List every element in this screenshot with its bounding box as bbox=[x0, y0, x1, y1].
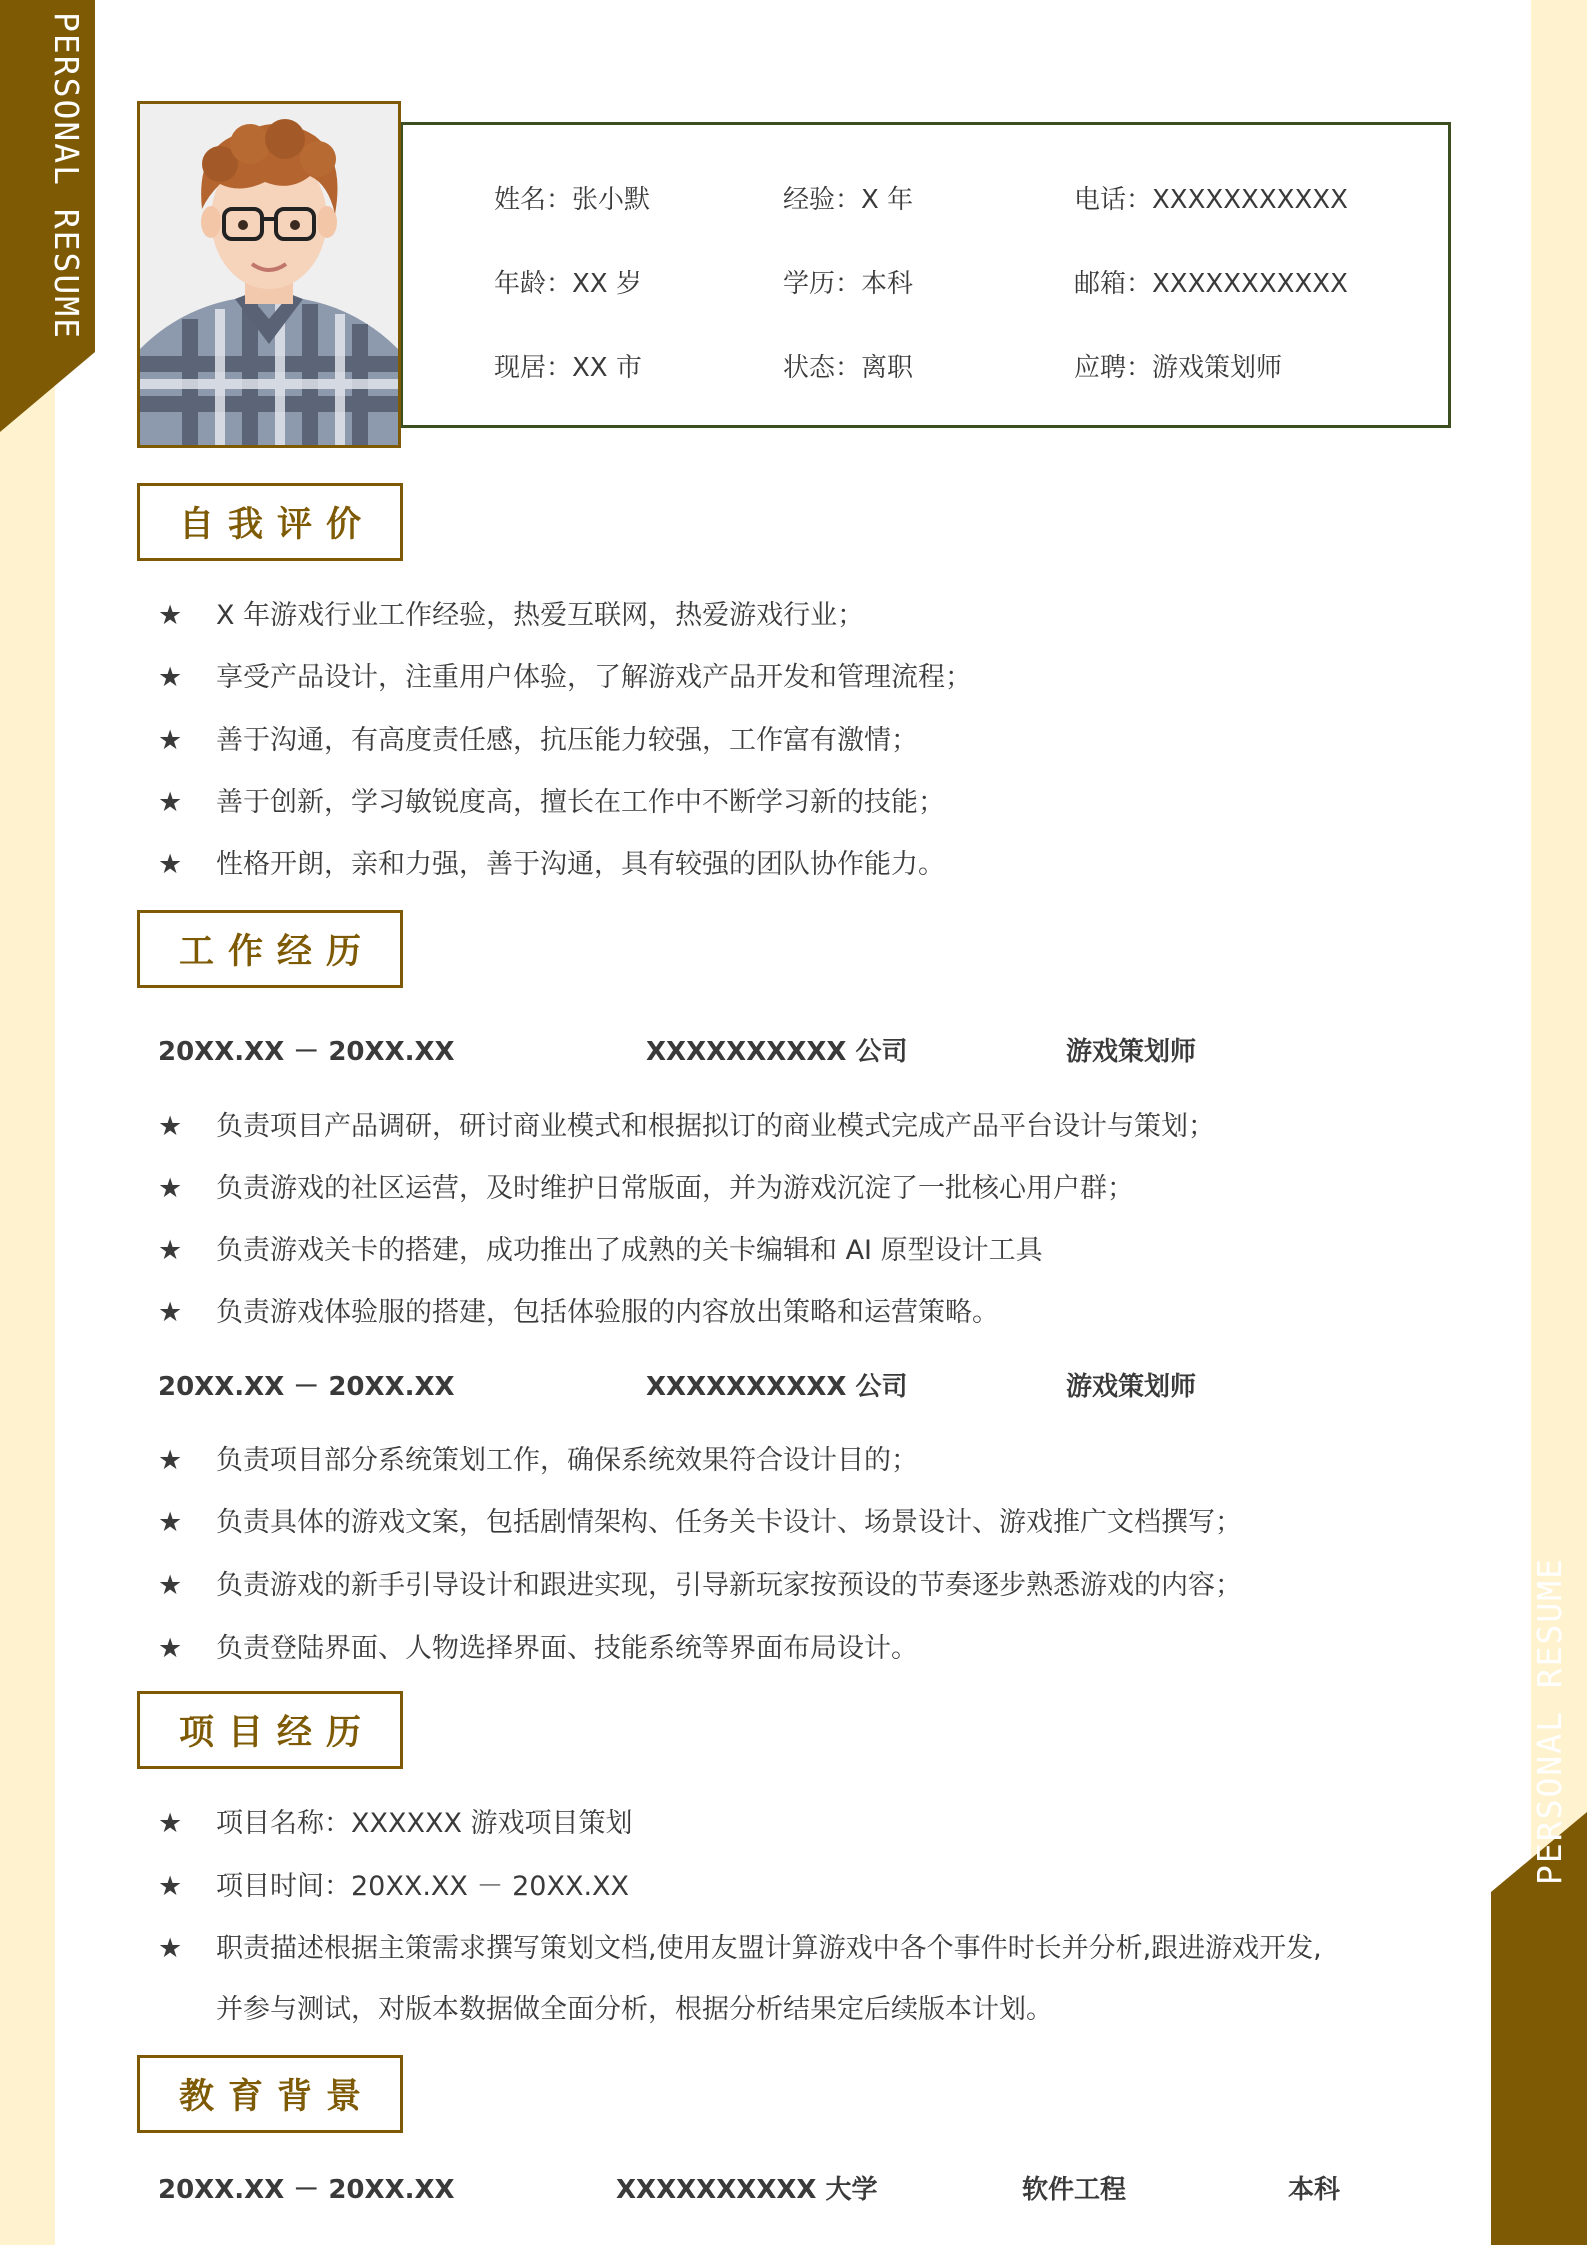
star-icon: ★ bbox=[158, 1445, 183, 1476]
star-icon: ★ bbox=[158, 1808, 183, 1839]
list-item: ★ 项目名称：XXXXXX 游戏项目策划 bbox=[158, 1808, 633, 1839]
info-age: 年龄：XX 岁 bbox=[494, 269, 642, 299]
edu-period: 20XX.XX － 20XX.XX bbox=[158, 2175, 455, 2205]
list-item: ★ 善于创新，学习敏锐度高，擅长在工作中不断学习新的技能； bbox=[158, 787, 945, 818]
list-item: ★ 负责游戏的新手引导设计和跟进实现，引导新玩家按预设的节奏逐步熟悉游戏的内容； bbox=[158, 1570, 1242, 1601]
star-icon: ★ bbox=[158, 725, 183, 756]
list-item: ★ 职责描述根据主策需求撰写策划文档,使用友盟计算游戏中各个事件时长并分析,跟进游戏开发, bbox=[158, 1933, 1322, 1964]
section-title-project-experience: 项目经历 bbox=[137, 1691, 403, 1769]
project-desc-continuation: 并参与测试，对版本数据做全面分析，根据分析结果定后续版本计划。 bbox=[216, 1994, 1053, 2025]
list-item: ★ 性格开朗，亲和力强，善于沟通，具有较强的团队协作能力。 bbox=[158, 849, 945, 880]
work-1-period: 20XX.XX － 20XX.XX bbox=[158, 1037, 455, 1067]
list-item: ★ 善于沟通，有高度责任感，抗压能力较强，工作富有激情； bbox=[158, 725, 918, 756]
star-icon: ★ bbox=[158, 1111, 183, 1142]
section-title-self-evaluation: 自我评价 bbox=[137, 483, 403, 561]
edu-school: XXXXXXXXXX 大学 bbox=[616, 2175, 878, 2205]
edu-degree: 本科 bbox=[1288, 2175, 1341, 2205]
work-2-company: XXXXXXXXXX 公司 bbox=[646, 1372, 908, 1402]
info-name: 姓名：张小默 bbox=[494, 185, 651, 215]
work-1-role: 游戏策划师 bbox=[1066, 1037, 1197, 1067]
list-item: ★ 享受产品设计，注重用户体验，了解游戏产品开发和管理流程； bbox=[158, 662, 972, 693]
bottom-right-ribbon-text: PERSONAL RESUME bbox=[1530, 1556, 1569, 1885]
info-status: 状态：离职 bbox=[783, 353, 914, 383]
star-icon: ★ bbox=[158, 849, 183, 880]
info-experience: 经验：X 年 bbox=[783, 185, 914, 215]
top-left-ribbon-text: PERSONAL RESUME bbox=[47, 12, 86, 341]
star-icon: ★ bbox=[158, 1297, 183, 1328]
list-item: ★ 项目时间：20XX.XX － 20XX.XX bbox=[158, 1871, 630, 1902]
avatar-photo bbox=[137, 101, 401, 448]
work-2-period: 20XX.XX － 20XX.XX bbox=[158, 1372, 455, 1402]
list-item: ★ 负责项目部分系统策划工作，确保系统效果符合设计目的； bbox=[158, 1445, 918, 1476]
list-item: ★ 负责具体的游戏文案，包括剧情架构、任务关卡设计、场景设计、游戏推广文档撰写； bbox=[158, 1507, 1242, 1538]
list-item: ★ 负责登陆界面、人物选择界面、技能系统等界面布局设计。 bbox=[158, 1633, 918, 1664]
work-2-role: 游戏策划师 bbox=[1066, 1372, 1197, 1402]
star-icon: ★ bbox=[158, 787, 183, 818]
avatar-illustration bbox=[140, 104, 398, 445]
star-icon: ★ bbox=[158, 1570, 183, 1601]
list-item: ★ X 年游戏行业工作经验，热爱互联网，热爱游戏行业； bbox=[158, 600, 865, 631]
list-item: ★ 负责项目产品调研，研讨商业模式和根据拟订的商业模式完成产品平台设计与策划； bbox=[158, 1111, 1215, 1142]
star-icon: ★ bbox=[158, 1235, 183, 1266]
edu-major: 软件工程 bbox=[1022, 2175, 1127, 2205]
list-item: ★ 负责游戏的社区运营，及时维护日常版面，并为游戏沉淀了一批核心用户群； bbox=[158, 1173, 1134, 1204]
star-icon: ★ bbox=[158, 600, 183, 631]
list-item: ★ 负责游戏体验服的搭建，包括体验服的内容放出策略和运营策略。 bbox=[158, 1297, 999, 1328]
star-icon: ★ bbox=[158, 1633, 183, 1664]
star-icon: ★ bbox=[158, 1507, 183, 1538]
info-position: 应聘：游戏策划师 bbox=[1074, 353, 1283, 383]
star-icon: ★ bbox=[158, 1871, 183, 1902]
info-education: 学历：本科 bbox=[783, 269, 914, 299]
info-email: 邮箱：XXXXXXXXXXX bbox=[1074, 269, 1348, 299]
star-icon: ★ bbox=[158, 662, 183, 693]
list-item: ★ 负责游戏关卡的搭建，成功推出了成熟的关卡编辑和 AI 原型设计工具 bbox=[158, 1235, 1043, 1266]
section-title-work-experience: 工作经历 bbox=[137, 910, 403, 988]
star-icon: ★ bbox=[158, 1173, 183, 1204]
work-1-company: XXXXXXXXXX 公司 bbox=[646, 1037, 908, 1067]
info-phone: 电话：XXXXXXXXXXX bbox=[1074, 185, 1348, 215]
section-title-education: 教育背景 bbox=[137, 2055, 403, 2133]
star-icon: ★ bbox=[158, 1933, 183, 1964]
info-residence: 现居：XX 市 bbox=[494, 353, 642, 383]
